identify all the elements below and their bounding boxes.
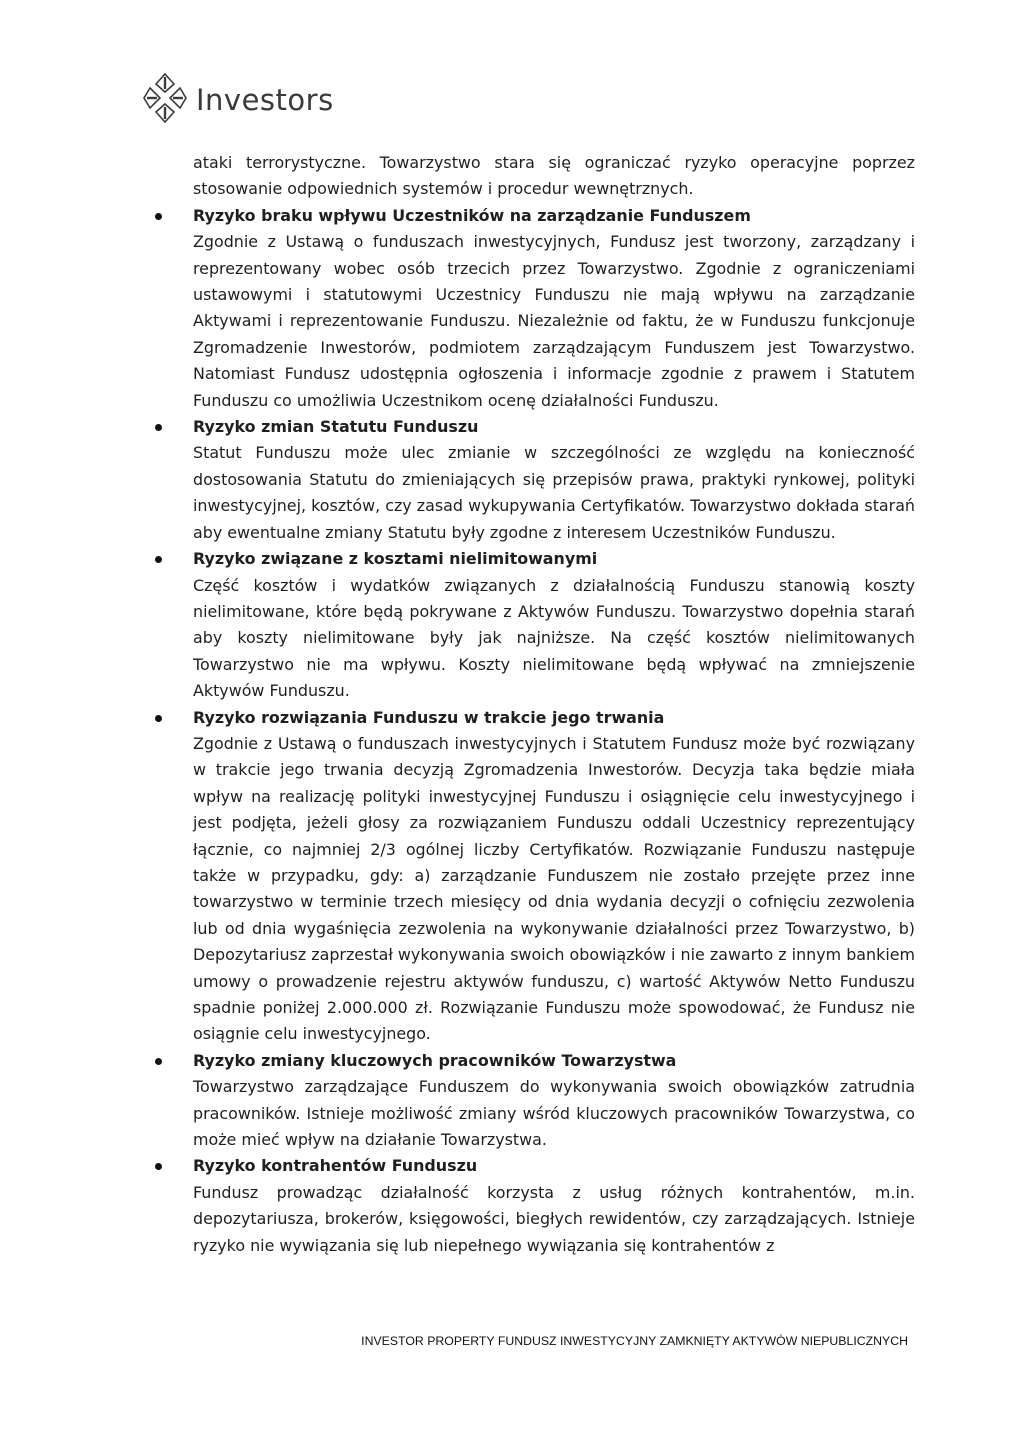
risk-text: Zgodnie z Ustawą o funduszach inwestycyjnych, Fundusz jest tworzony, zarządzany i reprezentowany wobec osób trzecich przez Towarzystwo. Zgodnie z ograniczeniami ustawowymi i statutowymi Uczestnicy Funduszu nie mają wpływu na zarządzanie Aktywami i reprezentowanie Funduszu. Niezależnie od faktu, że w Funduszu funkcjonuje Zgromadzenie Inwestorów, podmiotem zarządzającym Funduszem jest Towarzystwo. Natomiast Fundusz udostępnia ogłoszenia i informacje zgodnie z prawem i Statutem Funduszu co umożliwia Uczestnikom ocenę działalności Funduszu. [193, 232, 915, 410]
risk-item [193, 1048, 915, 1154]
risk-text: Zgodnie z Ustawą o funduszach inwestycyjnych i Statutem Fundusz może być rozwiązany w trakcie jego trwania decyzją Zgromadzenia Inwestorów. Decyzja taka będzie miała wpływ na realizację polityki inwestycyjnej Funduszu i osiągnięcie celu inwestycyjnego i jest podjęta, jeżeli głosy za rozwiązaniem Funduszu oddali Uczestnicy reprezentujący łącznie, co najmniej 2/3 ogólnej liczby Certyfikatów. Rozwiązanie Funduszu następuje także w przypadku, gdy: a) zarządzanie Funduszem nie zostało przejęte przez inne towarzystwo w terminie trzech miesięcy od dnia wydania decyzji o cofnięciu zezwolenia lub od dnia wygaśnięcia zezwolenia na wykonywanie działalności przez Towarzystwo, b) Depozytariusz zaprzestał wykonywania swoich obowiązków i nie zawarto z innym bankiem umowy o prowadzenie rejestru aktywów funduszu, c) wartość Aktywów Netto Funduszu spadnie poniżej 2.000.000 zł. Rozwiązanie Funduszu może spowodować, że Fundusz nie osiągnie celu inwestycyjnego. [193, 733, 915, 1044]
risk-title: Ryzyko rozwiązania Funduszu w trakcie jego trwania [193, 707, 665, 727]
risk-text: Towarzystwo zarządzające Funduszem do wykonywania swoich obowiązków zatrudnia pracowników. Istnieje możliwość zmiany wśród kluczowych pracowników Towarzystwa, co może mieć wpływ na działanie Towarzystwa. [193, 1077, 915, 1150]
risk-title: Ryzyko zmian Statutu Funduszu [193, 417, 479, 437]
document-body [193, 150, 915, 1259]
risk-title: Ryzyko kontrahentów Funduszu [193, 1156, 478, 1176]
risk-item [193, 414, 915, 546]
risk-title: Ryzyko zmiany kluczowych pracowników Towarzystwa [193, 1050, 677, 1070]
risk-item [193, 203, 915, 414]
investors-logo-icon [140, 70, 190, 130]
risk-item [193, 705, 915, 1048]
page-footer: INVESTOR PROPERTY FUNDUSZ INWESTYCYJNY ZAMKNIĘTY AKTYWÓW NIEPUBLICZNYCH [361, 1334, 908, 1348]
risk-text: Część kosztów i wydatków związanych z działalnością Funduszu stanowią koszty nielimitowane, które będą pokrywane z Aktywów Funduszu. Towarzystwo dopełnia starań aby koszty nielimitowane były jak najniższe. Na część kosztów nielimitowanych Towarzystwo nie ma wpływu. Koszty nielimitowane będą wpływać na zmniejszenie Aktywów Funduszu. [193, 575, 915, 701]
risk-item [193, 1153, 915, 1259]
brand-name: Investors [196, 83, 334, 117]
risk-text: Fundusz prowadząc działalność korzysta z usług różnych kontrahentów, m.in. depozytariusza, brokerów, księgowości, biegłych rewidentów, czy zarządzających. Istnieje ryzyko nie wywiązania się lub niepełnego wywiązania się kontrahentów z [193, 1182, 915, 1255]
risk-title: Ryzyko związane z kosztami nielimitowanymi [193, 549, 598, 569]
header-logo [140, 70, 334, 130]
risk-text: Statut Funduszu może ulec zmianie w szczególności ze względu na konieczność dostosowania Statutu do zmieniających się przepisów prawa, praktyki rynkowej, polityki inwestycyjnej, kosztów, czy zasad wykupywania Certyfikatów. Towarzystwo dokłada starań aby ewentualne zmiany Statutu były zgodne z interesem Uczestników Funduszu. [193, 443, 915, 542]
intro-paragraph: ataki terrorystyczne. Towarzystwo stara się ograniczać ryzyko operacyjne poprzez stosowanie odpowiednich systemów i procedur wewnętrznych. [193, 153, 915, 199]
risk-item [193, 546, 915, 704]
risk-list [193, 203, 915, 1259]
risk-title: Ryzyko braku wpływu Uczestników na zarządzanie Funduszem [193, 205, 751, 225]
